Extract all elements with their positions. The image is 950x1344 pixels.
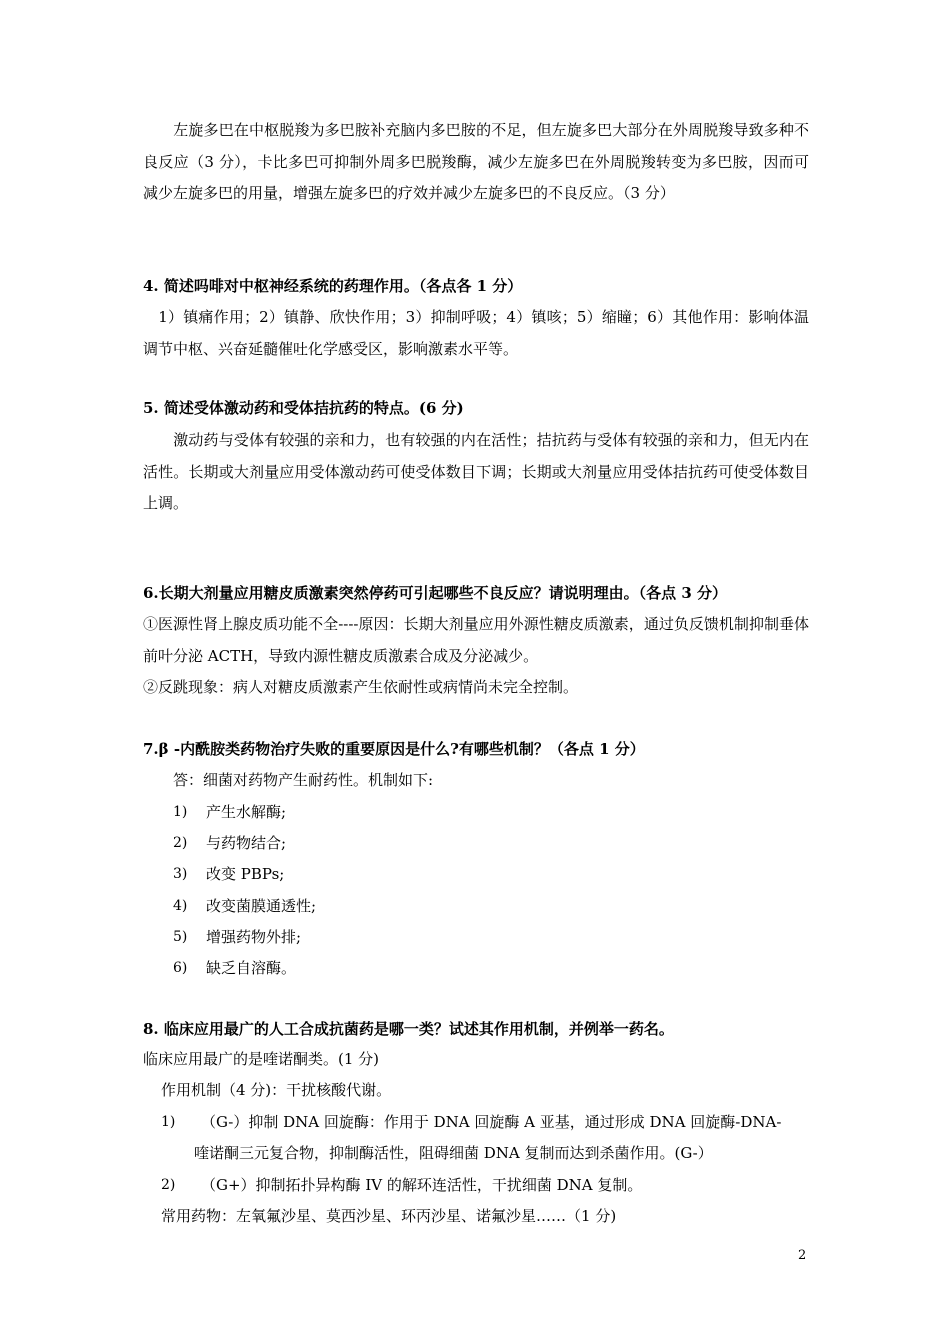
question-7-intro: 答：细菌对药物产生耐药性。机制如下: — [173, 771, 434, 789]
list-item: 改变菌膜通透性; — [206, 897, 317, 915]
list-item-number: 6) — [173, 960, 188, 976]
list-item: 与药物结合; — [206, 834, 287, 852]
mechanism-item-2-number: 2) — [161, 1177, 176, 1193]
question-6-title: 6.长期大剂量应用糖皮质激素突然停药可引起哪些不良反应？请说明理由。（各点 3 分） — [143, 584, 728, 602]
question-4-title: 4. 简述吗啡对中枢神经系统的药理作用。（各点各 1 分） — [143, 277, 523, 295]
page-number: 2 — [798, 1248, 807, 1263]
question-5-answer: 激动药与受体有较强的亲和力，也有较强的内在活性；拮抗药与受体有较强的亲和力，但无内在活性。长期或大剂量应用受体激动药可使受体数目下调；长期或大剂量应用受体拮抗药可使受体数目上调。 — [143, 431, 809, 512]
question-5-title: 5. 简述受体激动药和受体拮抗药的特点。(6 分) — [143, 399, 464, 417]
list-item-number: 2) — [173, 835, 188, 851]
question-6-answer-1: ①医源性肾上腺皮质功能不全----原因：长期大剂量应用外源性糖皮质激素，通过负反馈机制抑制垂体前叶分泌 ACTH，导致内源性糖皮质激素合成及分泌减少。 — [143, 615, 809, 665]
intro-paragraph: 左旋多巴在中枢脱羧为多巴胺补充脑内多巴胺的不足，但左旋多巴大部分在外周脱羧导致多种不良反应（3 分），卡比多巴可抑制外周多巴脱羧酶，减少左旋多巴在外周脱羧转变为多巴胺，因而可减少左旋多巴的用量，增强左旋多巴的疗效并减少左旋多巴的不良反应。（3 分） — [143, 121, 809, 202]
list-item-number: 3) — [173, 866, 188, 882]
list-item-number: 4) — [173, 898, 188, 914]
question-8-mechanism: 作用机制（4 分)：干扰核酸代谢。 — [161, 1081, 392, 1099]
question-4-answer: 1）镇痛作用；2）镇静、欣快作用；3）抑制呼吸；4）镇咳；5）缩瞳；6）其他作用：影响体温调节中枢、兴奋延髓催吐化学感受区，影响激素水平等。 — [143, 308, 809, 358]
mechanism-item-1-line-1: （G-）抑制 DNA 回旋酶：作用于 DNA 回旋酶 A 亚基，通过形成 DNA 回旋酶-DNA- — [201, 1113, 782, 1131]
list-item: 增强药物外排; — [206, 928, 302, 946]
list-item-number: 5) — [173, 929, 188, 945]
common-drugs: 常用药物：左氧氟沙星、莫西沙星、环丙沙星、诺氟沙星……（1 分) — [161, 1207, 617, 1225]
question-6-answer-2: ②反跳现象：病人对糖皮质激素产生依耐性或病情尚未完全控制。 — [143, 678, 579, 696]
mechanism-item-1-number: 1) — [161, 1114, 176, 1130]
list-item: 改变 PBPs; — [206, 865, 285, 883]
question-8-title: 8. 临床应用最广的人工合成抗菌药是哪一类？试述其作用机制，并例举一药名。 — [143, 1020, 674, 1038]
list-item: 产生水解酶; — [206, 803, 287, 821]
question-8-answer: 临床应用最广的是喹诺酮类。(1 分) — [143, 1050, 380, 1068]
mechanism-item-1-line-2: 喹诺酮三元复合物，抑制酶活性，阻碍细菌 DNA 复制而达到杀菌作用。(G-） — [194, 1144, 713, 1162]
list-item-number: 1) — [173, 804, 188, 820]
question-7-title: 7.β -内酰胺类药物治疗失败的重要原因是什么?有哪些机制？（各点 1 分） — [143, 740, 645, 758]
mechanism-item-2-text: （G+）抑制拓扑异构酶 IV 的解环连活性，干扰细菌 DNA 复制。 — [201, 1176, 643, 1194]
list-item: 缺乏自溶酶。 — [206, 959, 297, 977]
